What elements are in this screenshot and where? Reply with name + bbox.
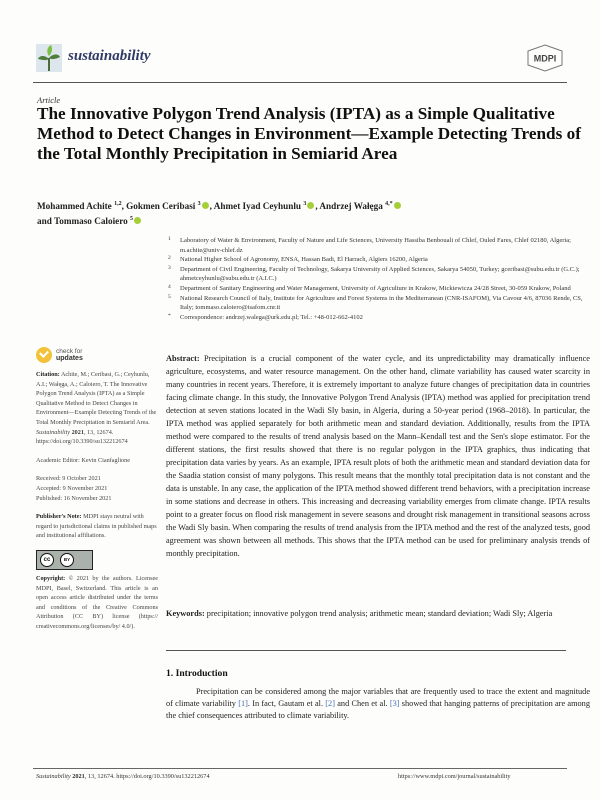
author-list: Mohammed Achite $^{1,2}$, Gokmen Ceribasi $^3$ , Ahmet Iyad Ceyhunlu $^3$ , Andrzej Wałęga $^{4,*}$ and Tommaso Caloiero $^5$ — [37, 198, 577, 228]
citation-doi-link[interactable]: https://doi.org/10.3390/su132212674 — [36, 438, 128, 446]
journal-name: sustainability — [68, 48, 151, 64]
creative-commons-icon: cc — [40, 553, 54, 567]
checkmark-icon — [36, 347, 52, 363]
article-type: Article — [37, 95, 61, 105]
publisher-note: Publisher's Note: MDPI stays neutral with regard to jurisdictional claims in published maps and institutional affiliations. — [36, 513, 157, 540]
orcid-icon[interactable] — [202, 202, 209, 209]
journal-logo — [36, 44, 62, 72]
author[interactable]: Mohammed Achite $^{1,2}$ — [37, 201, 122, 212]
copyright-notice: Copyright: © 2021 by the authors. Licensee MDPI, Basel, Switzerland. This article is an open access article distributed under the terms and conditions of the Creative Commons Attribution (CC BY) license (https:// creativecommons.org/licenses/by/ 4.0/). — [36, 574, 158, 630]
affiliation: 3 Department of Civil Engineering, Faculty of Technology, Sakarya University of Applied Sciences, Sakarya 54050, Turkey; gceribasi@subu.edu.tr (G.C.); ahmetceyhunlu@subu.edu.tr (A.I.C.) — [168, 264, 580, 283]
affiliation: 4 Department of Sanitary Engineering and Water Management, University of Agriculture in Krakow, Mickiewicza 24/28 Street, 30-059 Krakow, Poland — [168, 283, 571, 292]
footer-citation: Sustainability 2021, 13, 12674. https://doi.org/10.3390/su132212674 — [36, 773, 210, 780]
reference-link[interactable]: [2] — [325, 699, 335, 708]
author[interactable]: Gokmen Ceribasi $^3$ — [126, 201, 209, 211]
footer-divider — [33, 768, 567, 769]
affiliation: 1 Laboratory of Water & Environment, Faculty of Nature and Life Sciences, University Hassiba Benbouali of Chlef, Ouled Fares, Chlef 02180, Algeria; m.achite@univ-chlef.dz — [168, 236, 571, 254]
sprout-icon — [36, 44, 62, 72]
cc-by-license-badge[interactable] — [36, 550, 93, 570]
dates — [36, 474, 158, 503]
correspondence: * Correspondence: andrzej.walega@urk.edu.pl; Tel.: +48-012-662-4102 — [168, 312, 363, 321]
academic-editor: Academic Editor: Kevin Cianfaglione — [36, 456, 130, 464]
author[interactable]: Tommaso Caloiero $^5$ — [54, 216, 142, 226]
reference-link[interactable]: [3] — [389, 699, 400, 708]
keywords-text: precipitation; innovative polygon trend analysis; arithmetic mean; standard deviation; Wadi Sly; Algeria — [206, 609, 553, 618]
section-divider — [166, 650, 566, 651]
section-heading: 1. Introduction — [166, 668, 228, 679]
mdpi-logo-text: MDPI — [533, 53, 557, 64]
sidebar — [36, 344, 158, 631]
affiliations — [166, 236, 591, 322]
affiliation: 2 National Higher School of Agronomy, ENSA, Hassan Badi, El Harrach, Algiers 16200, Algeria — [168, 255, 428, 264]
check-for-updates-button[interactable]: check for updates — [36, 344, 158, 366]
reference-link[interactable]: [1] — [238, 699, 248, 708]
author[interactable]: Andrzej Wałęga $^{4,*}$ — [319, 201, 401, 211]
published-date: Published: 16 November 2021 — [36, 494, 112, 502]
orcid-icon[interactable] — [134, 217, 141, 224]
orcid-icon[interactable] — [394, 202, 401, 209]
accepted-date: Accepted: 9 November 2021 — [36, 484, 108, 492]
citation: Citation: Achite, M.; Ceribasi, G.; Ceyhunlu, A.I.; Wałęga, A.; Caloiero, T. The Innovative Polygon Trend Analysis (IPTA) as a Simple Qualitative Method to Detect Changes in Environment—Example Detecting Trends of the Total Monthly Precipitation in Semiarid Area. Sustainability 2021, 13, 12674. https://doi.org/10.3390/su132212674 — [36, 371, 157, 446]
keywords — [166, 608, 590, 621]
attribution-icon: BY — [60, 553, 74, 567]
received-date: Received: 9 October 2021 — [36, 475, 101, 483]
affiliation: 5 National Research Council of Italy, Institute for Agriculture and Forest Systems in the Mediterranean (CNR-ISAFOM), Via Cavour 4/6, 87036 Rende, CS, Italy; tommaso.caloiero@isafom.cnr.it — [168, 293, 583, 312]
abstract-label: Abstract: — [166, 354, 200, 363]
header-divider — [33, 82, 567, 83]
orcid-icon[interactable] — [307, 202, 314, 209]
abstract — [166, 352, 590, 560]
abstract-text: Precipitation is a crucial component of the water cycle, and its unpredictability may dramatically influence agriculture, ecosystems, and water resource management. On the other hand, climate variability has caused water scarcity in many countries in recent years. Therefore, it is extremely important to analyze future changes of precipitation data in countries facing climate change. In this study, the Innovative Polygon Trend Analysis (IPTA) method was applied for precipitation trend detection at seven stations located in the Wadi Sly basin, in Algeria, during a 50-year period (1968–2018). In particular, the IPTA method was applied separately for both arithmetic mean and standard deviation. Additionally, results from the IPTA method were compared to the results of trend analysis based on the Mann–Kendall test and the Sen's slope estimator. For the different stations, the first results showed that there is no regular polygon in the IPTA graphics, thus indicating that precipitation data varies by years. As an example, IPTA result plots of both the arithmetic mean and standard deviation data for the Saadia station consist of many polygons. This result means that the monthly total precipitation data is not constant and the data is unstable. In any case, the application of the IPTA method showed different trend behaviors, with a precipitation increase in some stations and decrease in others. This increasing and decreasing variability emerges from climate change. IPTA results point to a greater focus on flood risk management in severe seasons and drought risk management in transitional seasons across the Wadi Sly basin. When comparing the results of trend analysis from the IPTA method and the rest of the analyzed tests, good agreement was shown between all methods. This shows that the IPTA method can be used for preliminary analysis trends of monthly precipitation. — [166, 354, 590, 558]
journal-url-link[interactable]: https://www.mdpi.com/journal/sustainability — [398, 773, 511, 780]
introduction-paragraph: Precipitation can be considered among the major variables that are frequently used to trace the extent and magnitude of climate variability [1]. In fact, Gautam et al. [2] and Chen et al. [3] showed that hanging patterns of precipitation are among the chief consequences attributed to climate variability. — [166, 687, 590, 720]
article-title: The Innovative Polygon Trend Analysis (IPTA) as a Simple Qualitative Method to Detect Changes in Environment—Example Detecting Trends of the Total Monthly Precipitation in Semiarid Area — [37, 104, 581, 163]
author[interactable]: Ahmet Iyad Ceyhunlu $^3$ — [214, 201, 316, 211]
keywords-label: Keywords: — [166, 609, 205, 618]
mdpi-logo — [526, 44, 564, 72]
